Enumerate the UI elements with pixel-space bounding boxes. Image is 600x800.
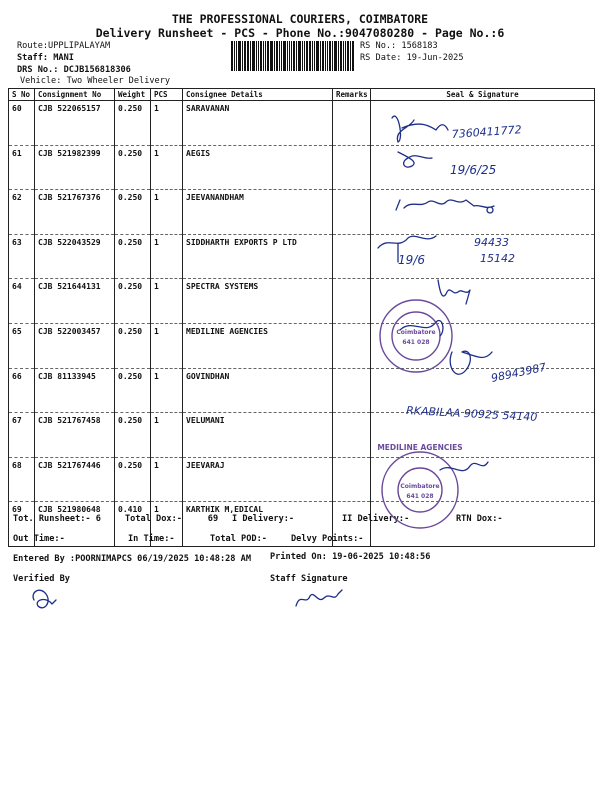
- cell-signature: [371, 101, 595, 146]
- table-row: [9, 190, 595, 235]
- col-consignment: Consignment No: [35, 89, 115, 101]
- cell-consignment: CJB 522043529: [35, 234, 115, 279]
- tot-runsheet: Tot. Runsheet:- 6: [13, 514, 101, 524]
- table-header-row: [9, 89, 595, 101]
- route-line: [17, 41, 110, 51]
- cell-weight: 0.250: [115, 457, 151, 502]
- total-dox: [125, 514, 218, 524]
- cell-sno: 64: [9, 279, 35, 324]
- cell-weight: 0.250: [115, 190, 151, 235]
- rs-no-value: 1568183: [401, 41, 438, 51]
- rs-date-value: 19-Jun-2025: [406, 53, 464, 63]
- runsheet-title: Delivery Runsheet - PCS - Phone No.:9047080280 - Page No.:6: [95, 26, 505, 40]
- rs-no-line: [360, 41, 438, 51]
- cell-consignee: JEEVANANDHAM: [183, 190, 333, 235]
- cell-pcs: 1: [151, 279, 183, 324]
- stamp-69-city: Coimbatore: [400, 483, 440, 490]
- cell-remarks: [333, 457, 371, 502]
- route-label: Route:: [17, 41, 49, 51]
- cell-pcs: 1: [151, 368, 183, 413]
- cell-weight: 0.250: [115, 323, 151, 368]
- col-consignee: Consignee Details: [183, 89, 333, 101]
- cell-signature: [371, 234, 595, 279]
- cell-signature: [371, 413, 595, 458]
- cell-consignment: CJB 522065157: [35, 101, 115, 146]
- cell-pcs: 1: [151, 502, 183, 547]
- cell-consignment: CJB 521767376: [35, 190, 115, 235]
- cell-consignment: CJB 521767446: [35, 457, 115, 502]
- stamp-69-name: MEDILINE AGENCIES: [377, 443, 463, 452]
- cell-consignment: CJB 522003457: [35, 323, 115, 368]
- cell-consignee: GOVINDHAN: [183, 368, 333, 413]
- cell-sno: 67: [9, 413, 35, 458]
- verified-by: Verified By: [13, 574, 70, 584]
- cell-consignment: CJB 521644131: [35, 279, 115, 324]
- col-remarks: Remarks: [333, 89, 371, 101]
- entered-by: Entered By :POORNIMAPCS 06/19/2025 10:48:28 AM: [13, 554, 251, 564]
- cell-consignee: SARAVANAN: [183, 101, 333, 146]
- cell-pcs: 1: [151, 457, 183, 502]
- col-weight: Weight: [115, 89, 151, 101]
- handwritten-phone-66: 98943987: [489, 360, 548, 385]
- cell-weight: 0.250: [115, 101, 151, 146]
- handwritten-phone-63a: 94433: [474, 236, 509, 249]
- handwritten-phone-60: 7360411772: [451, 123, 523, 141]
- cell-sno: 62: [9, 190, 35, 235]
- cell-remarks: [333, 323, 371, 368]
- rs-date-label: RS Date:: [360, 53, 402, 63]
- cell-consignment: CJB 521980648: [35, 502, 115, 547]
- cell-pcs: 1: [151, 145, 183, 190]
- vehicle-line: [20, 76, 170, 86]
- vehicle-value: Two Wheeler Delivery: [66, 76, 171, 86]
- cell-remarks: [333, 413, 371, 458]
- table-row: [9, 323, 595, 368]
- cell-pcs: 1: [151, 101, 183, 146]
- cell-consignment: CJB 81133945: [35, 368, 115, 413]
- company-title: THE PROFESSIONAL COURIERS, COIMBATORE: [171, 12, 429, 26]
- delivery-table: [8, 88, 595, 547]
- cell-pcs: 1: [151, 234, 183, 279]
- handwritten-phone-63b: 15142: [480, 252, 515, 265]
- cell-remarks: [333, 190, 371, 235]
- total-dox-value: 69: [207, 514, 219, 524]
- cell-pcs: 1: [151, 190, 183, 235]
- staff-signature: [296, 590, 342, 606]
- ii-delivery: II Delivery:-: [342, 514, 410, 524]
- cell-signature: [371, 457, 595, 502]
- cell-weight: 0.250: [115, 413, 151, 458]
- cell-signature: [371, 190, 595, 235]
- staff-label: Staff:: [17, 53, 49, 63]
- handwritten-date-63: 19/6: [398, 253, 425, 267]
- cell-consignee: SIDDHARTH EXPORTS P LTD: [183, 234, 333, 279]
- handwritten-date-61: 19/6/25: [450, 163, 497, 177]
- route-value: UPPLIPALAYAM: [48, 41, 111, 51]
- cell-consignee: MEDILINE AGENCIES: [183, 323, 333, 368]
- stamp-65-pin: 641 028: [402, 339, 430, 346]
- drs-line: [17, 65, 131, 75]
- total-dox-label: Total Dox:-: [125, 514, 182, 524]
- cell-remarks: [333, 234, 371, 279]
- cell-weight: 0.410: [115, 502, 151, 547]
- drs-value: DCJB156818306: [63, 65, 131, 75]
- cell-signature: [371, 279, 595, 324]
- cell-sno: 60: [9, 101, 35, 146]
- table-row: [9, 145, 595, 190]
- cell-remarks: [333, 368, 371, 413]
- cell-remarks: [333, 145, 371, 190]
- delvy-points: Delvy Points:-: [291, 534, 364, 544]
- handwritten-name-67: RKABILAA 90925 54140: [405, 404, 538, 424]
- cell-consignee: AEGIS: [183, 145, 333, 190]
- cell-sno: 68: [9, 457, 35, 502]
- stamp-65-city: Coimbatore: [396, 329, 436, 336]
- table-row: [9, 413, 595, 458]
- col-signature: Seal & Signature: [371, 89, 595, 101]
- rtn-dox: RTN Dox:-: [456, 514, 503, 524]
- cell-pcs: 1: [151, 323, 183, 368]
- cell-sno: 66: [9, 368, 35, 413]
- staff-line: [17, 53, 74, 63]
- cell-signature: [371, 368, 595, 413]
- cell-consignee: KARTHIK M,EDICAL: [183, 502, 333, 547]
- cell-sno: 69: [9, 502, 35, 547]
- cell-sno: 61: [9, 145, 35, 190]
- cell-remarks: [333, 101, 371, 146]
- drs-barcode: [231, 41, 355, 71]
- rs-no-label: RS No.:: [360, 41, 397, 51]
- cell-weight: 0.250: [115, 368, 151, 413]
- vehicle-label: Vehicle:: [20, 76, 62, 86]
- cell-remarks: [333, 279, 371, 324]
- i-delivery: I Delivery:-: [232, 514, 295, 524]
- col-pcs: PCS: [151, 89, 183, 101]
- cell-consignment: CJB 521767458: [35, 413, 115, 458]
- verified-by-signature: [33, 590, 56, 608]
- cell-signature: [371, 502, 595, 547]
- cell-weight: 0.250: [115, 279, 151, 324]
- cell-consignment: CJB 521982399: [35, 145, 115, 190]
- cell-consignee: SPECTRA SYSTEMS: [183, 279, 333, 324]
- cell-sno: 63: [9, 234, 35, 279]
- cell-pcs: 1: [151, 413, 183, 458]
- rs-date-line: [360, 53, 464, 63]
- cell-consignee: JEEVARAJ: [183, 457, 333, 502]
- table-row: [9, 101, 595, 146]
- cell-signature: [371, 323, 595, 368]
- drs-label: DRS No.:: [17, 65, 59, 75]
- col-sno: S No: [9, 89, 35, 101]
- cell-signature: [371, 145, 595, 190]
- total-pod: Total POD:-: [210, 534, 267, 544]
- table-row: [9, 368, 595, 413]
- table-row: [9, 279, 595, 324]
- staff-signature-label: Staff Signature: [270, 574, 348, 584]
- in-time: In Time:-: [128, 534, 175, 544]
- printed-on: Printed On: 19-06-2025 10:48:56: [270, 552, 431, 562]
- table-row: [9, 457, 595, 502]
- cell-weight: 0.250: [115, 145, 151, 190]
- table-row: [9, 234, 595, 279]
- cell-weight: 0.250: [115, 234, 151, 279]
- stamp-69-pin: 641 028: [406, 493, 434, 500]
- out-time: Out Time:-: [13, 534, 65, 544]
- cell-consignee: VELUMANI: [183, 413, 333, 458]
- cell-sno: 65: [9, 323, 35, 368]
- staff-value: MANI: [53, 53, 74, 63]
